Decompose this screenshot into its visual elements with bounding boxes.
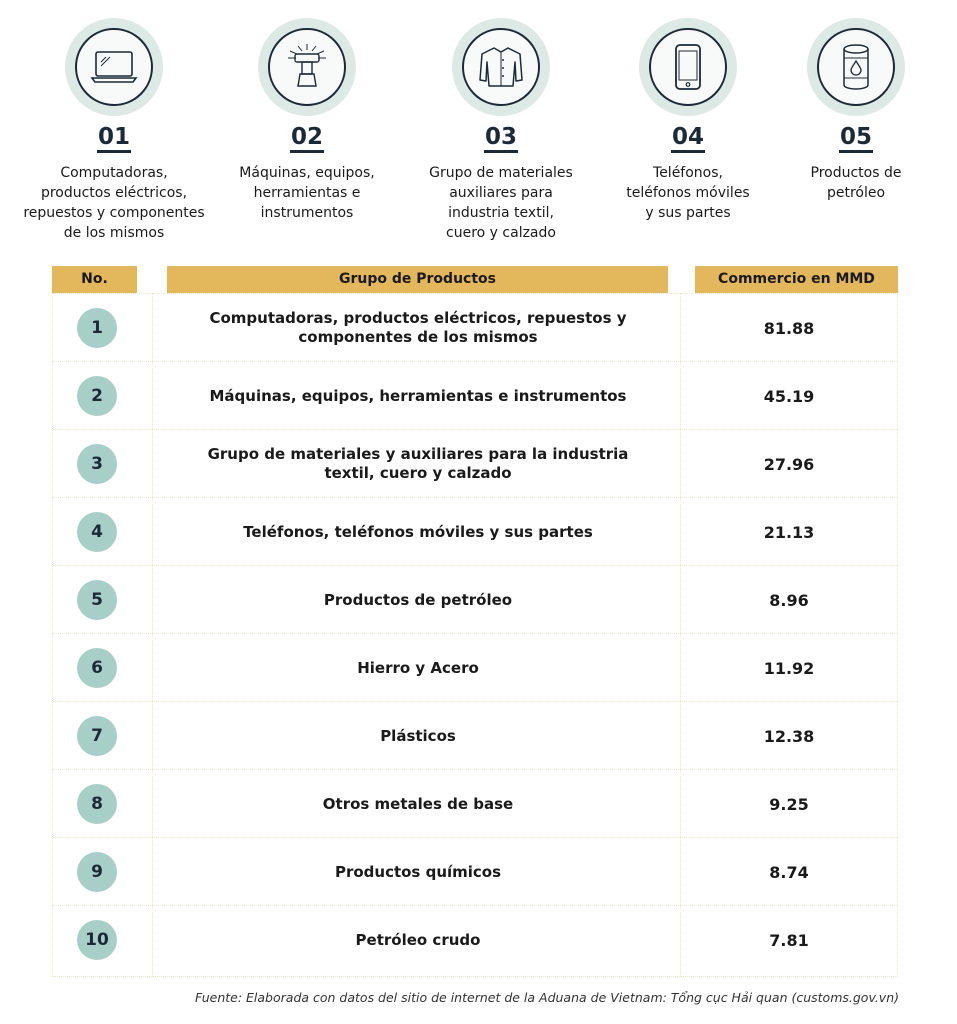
product-name: Petróleo crudo xyxy=(355,930,481,949)
table-body xyxy=(52,293,898,977)
table-row xyxy=(53,430,897,498)
trade-value: 12.38 xyxy=(763,726,815,746)
row-number: 6 xyxy=(77,648,117,688)
table-row xyxy=(53,702,897,770)
product-name: Productos de petróleo xyxy=(323,590,513,609)
feature-number: 05 xyxy=(839,124,873,153)
feature-05 xyxy=(794,18,918,203)
header-group: Grupo de Productos xyxy=(167,266,668,293)
trade-value: 8.96 xyxy=(769,590,809,610)
header-no: No. xyxy=(52,266,137,293)
row-number: 3 xyxy=(77,444,117,484)
trade-value: 7.81 xyxy=(769,930,809,950)
feature-label: Grupo de materiales auxiliares para industria textil, cuero y calzado xyxy=(429,165,573,241)
table-row xyxy=(53,906,897,974)
feature-label: Máquinas, equipos, herramientas e instrumentos xyxy=(239,165,375,221)
trade-value: 21.13 xyxy=(763,522,815,542)
product-name: Hierro y Acero xyxy=(357,658,479,677)
machine-icon xyxy=(280,40,334,94)
feature-03 xyxy=(420,18,582,243)
feature-badge xyxy=(452,18,550,116)
row-number: 2 xyxy=(77,376,117,416)
feature-label: Computadoras, productos eléctricos, repuestos y componentes de los mismos xyxy=(23,165,205,241)
product-name: Teléfonos, teléfonos móviles y sus partes xyxy=(243,522,593,541)
feature-number: 03 xyxy=(484,124,518,153)
feature-badge xyxy=(807,18,905,116)
trade-value: 45.19 xyxy=(763,386,815,406)
product-name: Máquinas, equipos, herramientas e instrumentos xyxy=(209,386,627,405)
row-number: 1 xyxy=(77,308,117,348)
table-row xyxy=(53,294,897,362)
trade-value: 27.96 xyxy=(763,454,815,474)
row-number: 5 xyxy=(77,580,117,620)
oil-barrel-icon xyxy=(829,40,883,94)
feature-label: Productos de petróleo xyxy=(810,165,902,201)
feature-badge xyxy=(258,18,356,116)
feature-badge xyxy=(639,18,737,116)
feature-badge xyxy=(65,18,163,116)
feature-02 xyxy=(228,18,386,223)
feature-label: Teléfonos, teléfonos móviles y sus partes xyxy=(626,165,750,221)
product-name: Productos químicos xyxy=(334,862,502,881)
product-name: Grupo de materiales y auxiliares para la industria textil, cuero y calzado xyxy=(207,445,629,482)
table-row xyxy=(53,498,897,566)
table-row xyxy=(53,566,897,634)
trade-value: 11.92 xyxy=(763,658,815,678)
row-number: 9 xyxy=(77,852,117,892)
feature-04 xyxy=(614,18,762,223)
row-number: 8 xyxy=(77,784,117,824)
feature-number: 04 xyxy=(671,124,705,153)
feature-01 xyxy=(16,18,212,243)
laptop-icon xyxy=(87,40,141,94)
product-name: Otros metales de base xyxy=(322,794,514,813)
header-trade: Commercio en MMD xyxy=(695,266,898,293)
trade-value: 81.88 xyxy=(763,318,815,338)
row-number: 4 xyxy=(77,512,117,552)
table-row xyxy=(53,362,897,430)
phone-icon xyxy=(661,40,715,94)
table-row xyxy=(53,634,897,702)
product-name: Computadoras, productos eléctricos, repuestos y componentes de los mismos xyxy=(209,309,627,346)
trade-value: 9.25 xyxy=(769,794,809,814)
feature-number: 02 xyxy=(290,124,324,153)
feature-number: 01 xyxy=(97,124,131,153)
row-number: 10 xyxy=(77,920,117,960)
top-features xyxy=(0,0,957,250)
table-row xyxy=(53,770,897,838)
table-row xyxy=(53,838,897,906)
row-number: 7 xyxy=(77,716,117,756)
source-note: Fuente: Elaborada con datos del sitio de internet de la Aduana de Vietnam: Tổng cục Hải quan (customs.gov.vn) xyxy=(195,990,899,1005)
product-name: Plásticos xyxy=(380,726,456,745)
trade-value: 8.74 xyxy=(769,862,809,882)
shirt-icon xyxy=(474,40,528,94)
